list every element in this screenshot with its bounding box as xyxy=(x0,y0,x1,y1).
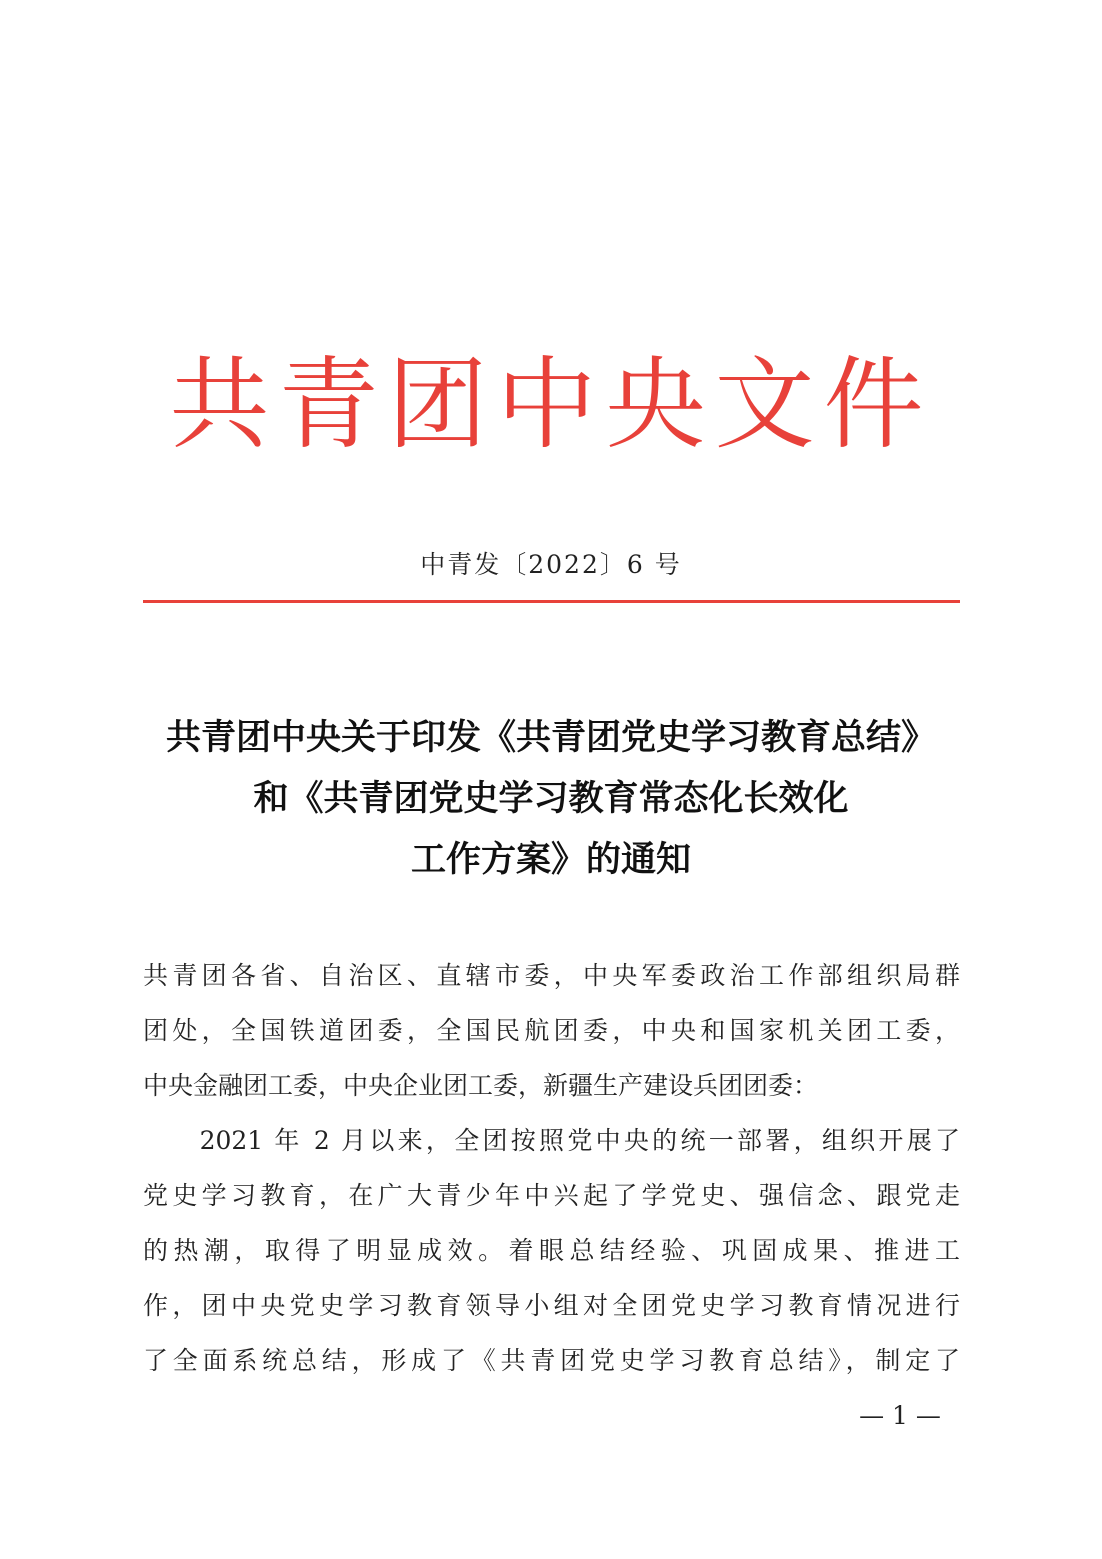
body-line: 作，团中央党史学习教育领导小组对全团党史学习教育情况进行 xyxy=(143,1291,960,1320)
body-line: 了全面系统总结，形成了《共青团党史学习教育总结》，制定了 xyxy=(143,1346,960,1375)
notice-title xyxy=(60,708,1042,891)
body-line: 2021 年 2 月以来，全团按照党中央的统一部署，组织开展了 xyxy=(143,1126,960,1155)
masthead-title: 共青团中央文件 xyxy=(169,346,933,463)
body-line: 共青团各省、自治区、直辖市委，中央军委政治工作部组织局群 xyxy=(143,961,960,990)
body-line: 的热潮，取得了明显成效。着眼总结经验、巩固成果、推进工 xyxy=(143,1236,960,1265)
title-line-2: 和《共青团党史学习教育常态化长效化 xyxy=(253,779,849,819)
page-number: — 1 — xyxy=(859,1401,941,1430)
red-divider-line xyxy=(143,600,960,603)
title-line-3: 工作方案》的通知 xyxy=(410,840,691,880)
body-line: 团处，全国铁道团委，全国民航团委，中央和国家机关团工委， xyxy=(143,1016,960,1045)
document-number: 中青发〔2022〕6 号 xyxy=(420,550,682,579)
title-line-1: 共青团中央关于印发《共青团党史学习教育总结》 xyxy=(165,718,936,758)
body-text xyxy=(143,948,960,1388)
body-line: 党史学习教育，在广大青少年中兴起了学党史、强信念、跟党走 xyxy=(143,1181,960,1210)
body-line: 中央金融团工委，中央企业团工委，新疆生产建设兵团团委： xyxy=(143,1071,819,1100)
